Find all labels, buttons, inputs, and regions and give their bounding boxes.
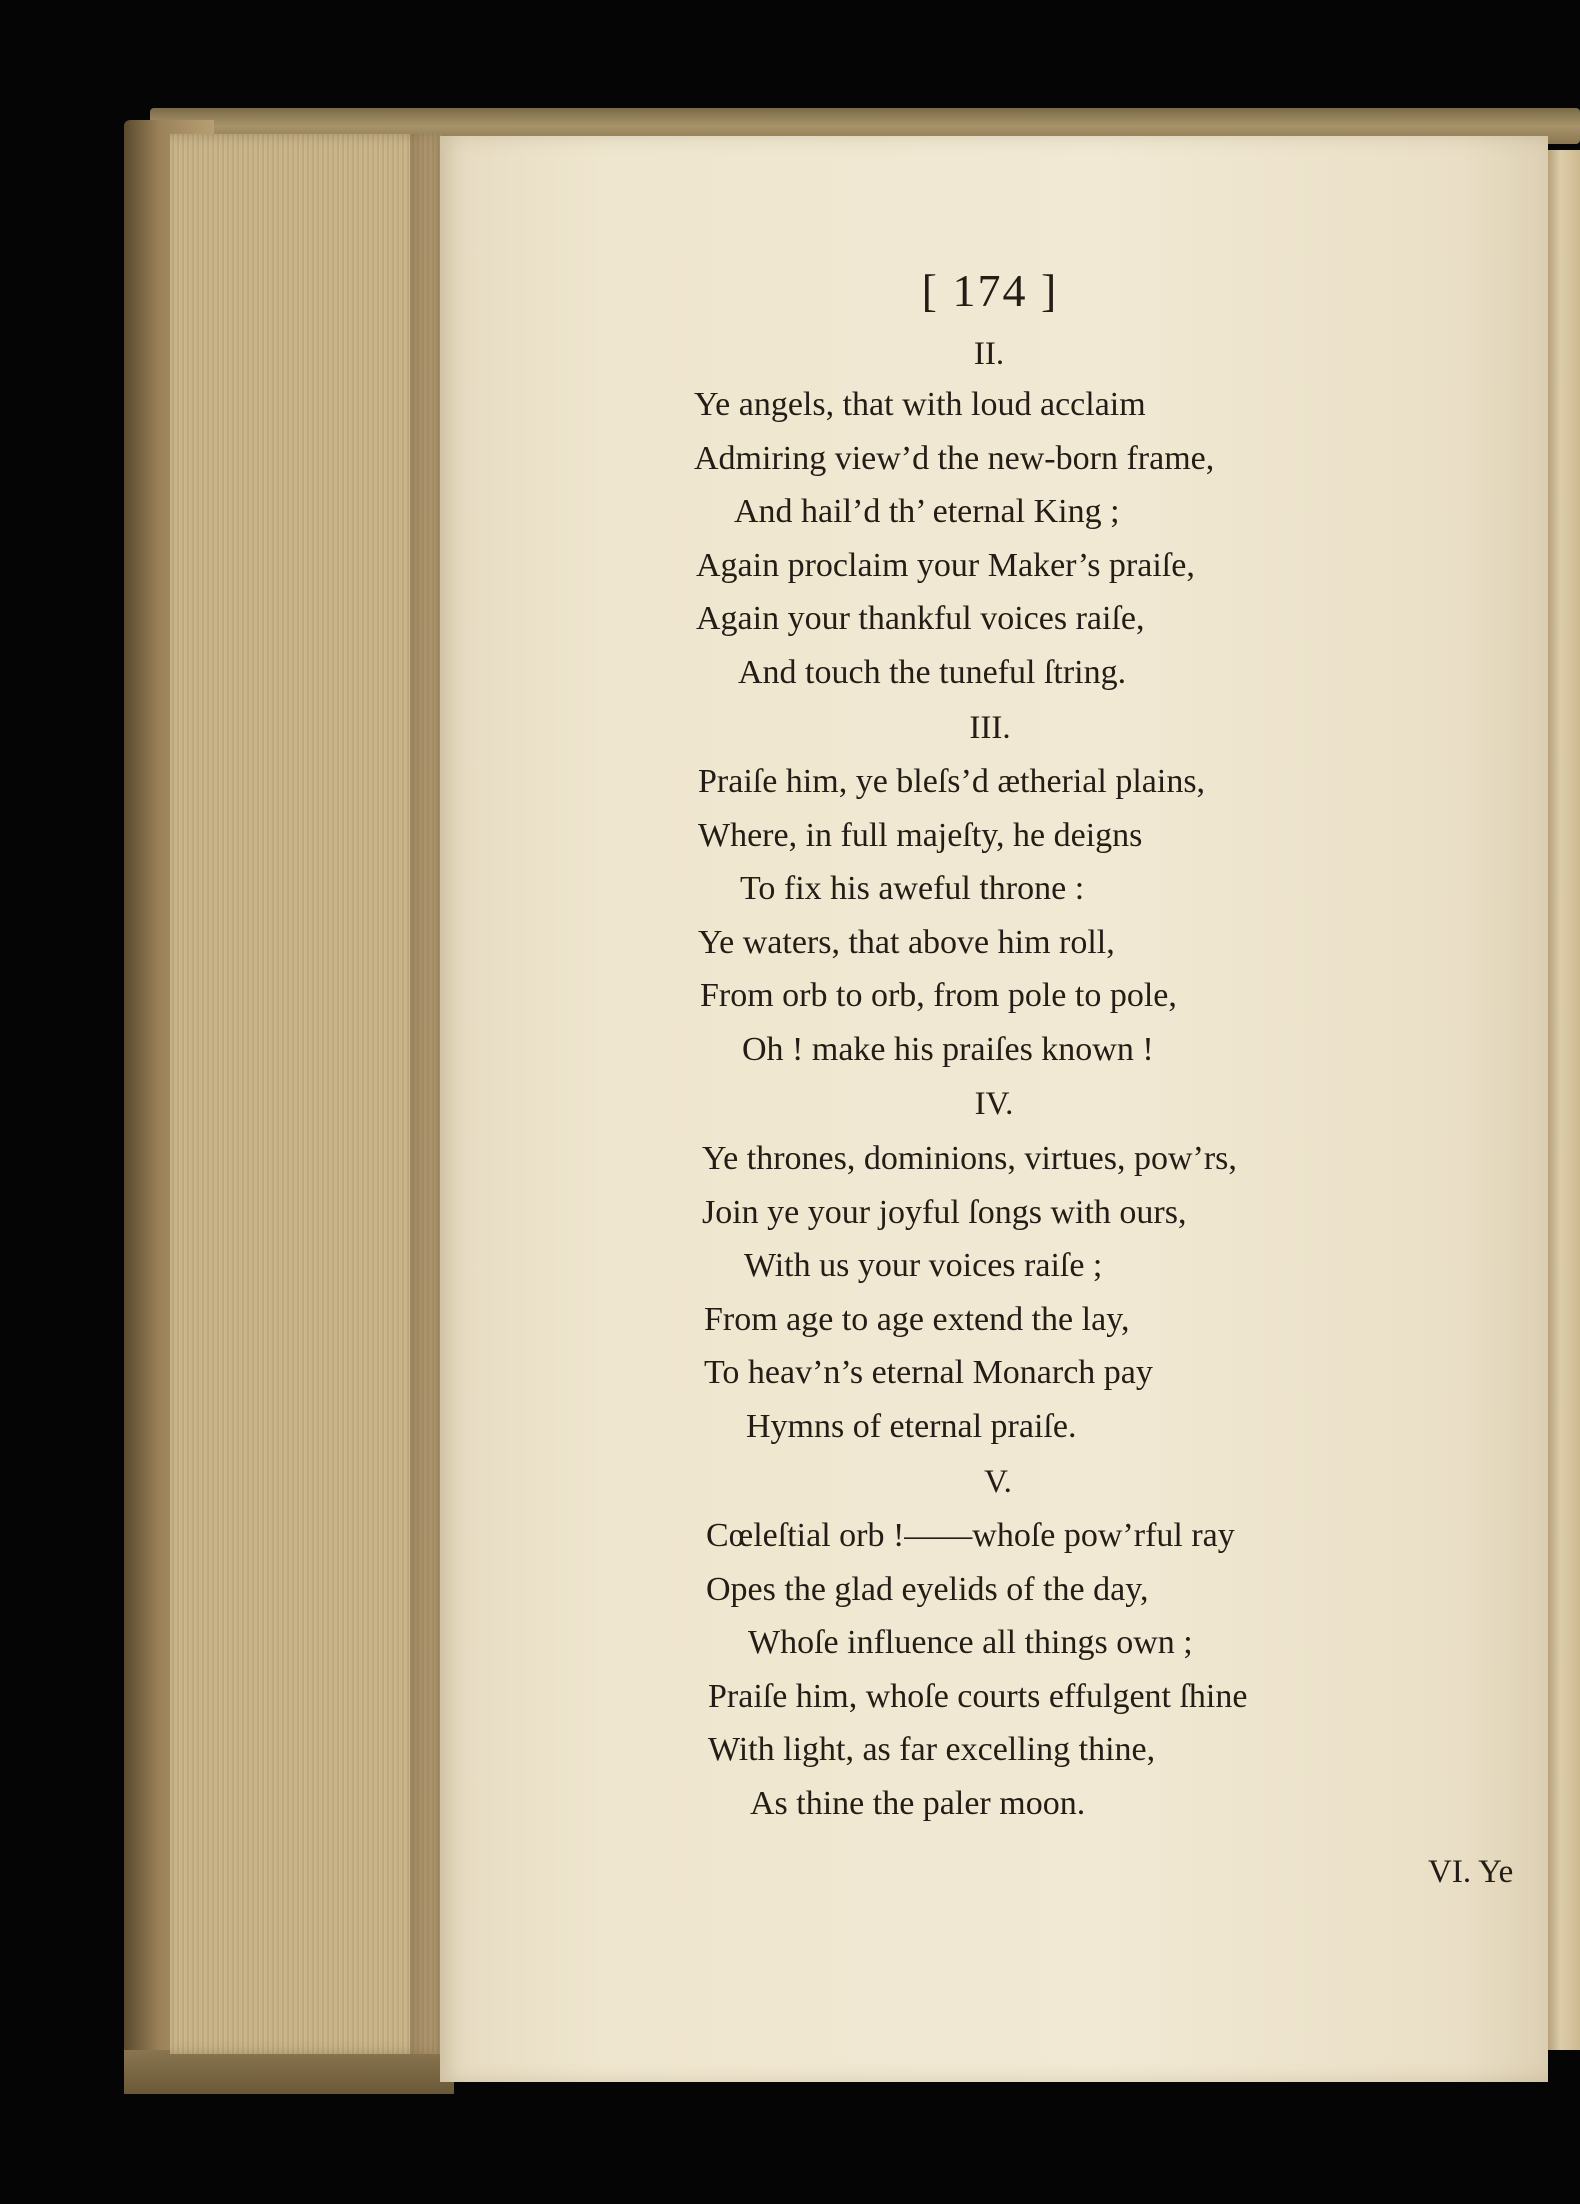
- verse-line: Hymns of eternal praiſe.: [746, 1408, 1077, 1445]
- verse-line: As thine the paler moon.: [750, 1785, 1086, 1822]
- verse-line: Again proclaim your Maker’s praiſe,: [696, 547, 1195, 584]
- verse-line: From orb to orb, from pole to pole,: [700, 977, 1177, 1014]
- catchword: VI. Ye: [1428, 1854, 1514, 1890]
- page-stack-edge: [170, 134, 442, 2054]
- verse-line: Join ye your joyful ſongs with ours,: [702, 1194, 1187, 1231]
- verse-line: Whoſe influence all things own ;: [748, 1624, 1193, 1661]
- stanza-number: V.: [984, 1464, 1012, 1500]
- verse-line: Cœleſtial orb !——whoſe pow’rful ray: [706, 1517, 1235, 1554]
- verse-line: To fix his aweful throne :: [740, 870, 1085, 907]
- page-number-header: [ 174 ]: [921, 265, 1059, 316]
- verse-line: To heav’n’s eternal Monarch pay: [704, 1354, 1153, 1391]
- facing-page-edge: [1548, 150, 1580, 2050]
- verse-line: With light, as far excelling thine,: [708, 1731, 1156, 1768]
- verse-line: With us your voices raiſe ;: [744, 1247, 1103, 1284]
- book-cover-bottom-edge: [124, 2050, 454, 2094]
- stanza-number: IV.: [974, 1086, 1014, 1122]
- verse-line: Ye waters, that above him roll,: [698, 924, 1115, 961]
- book-page: [440, 136, 1548, 2082]
- verse-line: Ye angels, that with loud acclaim: [694, 386, 1146, 423]
- verse-line: Admiring view’d the new-born frame,: [694, 440, 1215, 477]
- verse-line: From age to age extend the lay,: [704, 1301, 1130, 1338]
- verse-line: Where, in full majeſty, he deigns: [698, 817, 1143, 854]
- verse-line: Oh ! make his praiſes known !: [742, 1031, 1154, 1068]
- verse-line: Praiſe him, whoſe courts effulgent ſhine: [708, 1678, 1248, 1715]
- stanza-number: III.: [969, 710, 1011, 746]
- verse-line: And touch the tuneful ſtring.: [738, 654, 1127, 691]
- verse-line: Opes the glad eyelids of the day,: [706, 1571, 1149, 1608]
- verse-line: Again your thankful voices raiſe,: [696, 600, 1145, 637]
- verse-line: Praiſe him, ye bleſs’d ætherial plains,: [698, 763, 1206, 800]
- stanza-number: II.: [973, 336, 1005, 372]
- verse-line: Ye thrones, dominions, virtues, pow’rs,: [702, 1140, 1237, 1177]
- verse-line: And hail’d th’ eternal King ;: [734, 493, 1120, 530]
- page-text: [440, 136, 1548, 2082]
